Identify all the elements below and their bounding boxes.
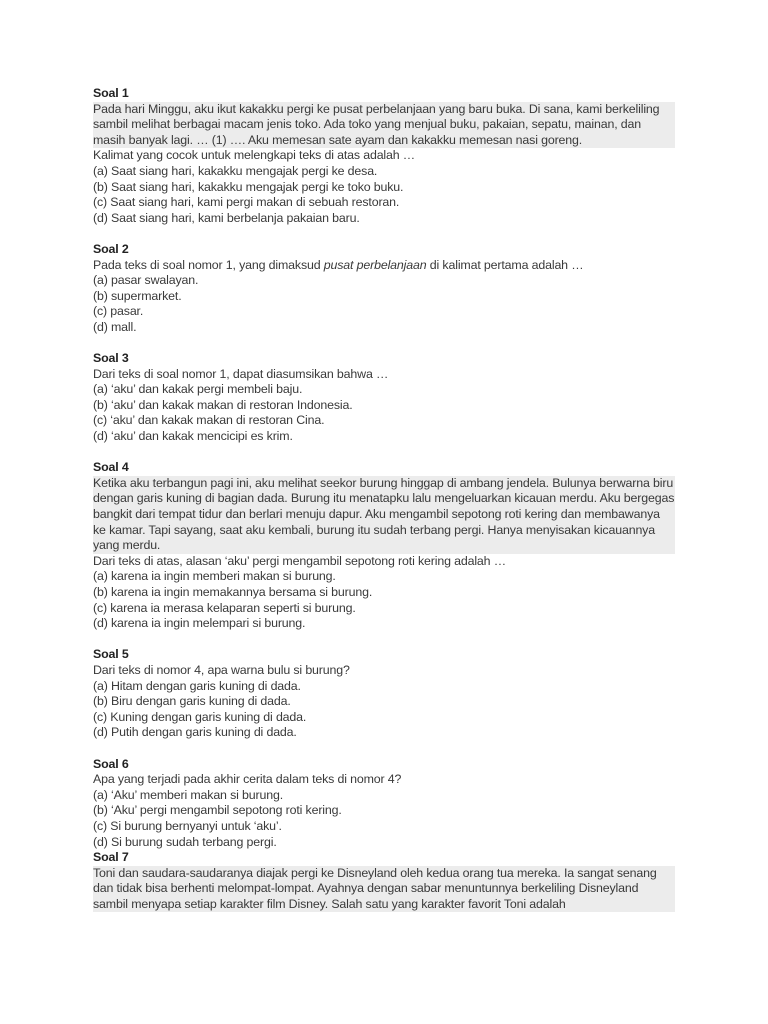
option-a: (a) pasar swalayan. [93,273,199,288]
option-c: (c) Saat siang hari, kami pergi makan di sebuah restoran. [93,195,400,210]
option-a: (a) ‘aku’ dan kakak pergi membeli baju. [93,382,303,397]
question-title: Soal 2 [93,241,129,256]
question-7 [93,850,675,912]
question-3 [93,351,675,445]
option-a: (a) karena ia ingin memberi makan si burung. [93,569,336,584]
prompt-italic-term: pusat perbelanjaan [323,257,427,272]
spacer [93,632,675,648]
question-5 [93,647,675,741]
question-title: Soal 3 [93,351,129,366]
option-a: (a) Saat siang hari, kakakku mengajak pergi ke desa. [93,163,378,178]
spacer [93,336,675,352]
spacer [93,226,675,242]
question-title: Soal 6 [93,756,129,771]
option-b: (b) ‘Aku’ pergi mengambil sepotong roti kering. [93,803,342,818]
question-6 [93,757,675,851]
question-prompt: Apa yang terjadi pada akhir cerita dalam teks di nomor 4? [93,772,402,787]
option-c: (c) Si burung bernyanyi untuk ‘aku’. [93,818,282,833]
question-passage: Ketika aku terbangun pagi ini, aku melihat seekor burung hinggap di ambang jendela. Bulunya berwarna biru dengan garis kuning di bagian dada. Burung itu menatapku lalu mengeluarkan kicauan merdu. Aku bergegas bangkit dari tempat tidur dan berlari menuju dapur. Aku mengambil sepotong roti kering dan membawanya ke kamar. Tapi sayang, saat aku kembali, burung itu sudah terbang pergi. Hanya menyisakan kicauannya yang merdu. [93,475,675,553]
question-title: Soal 4 [93,460,129,475]
question-prompt: Kalimat yang cocok untuk melengkapi teks di atas adalah … [93,148,416,163]
document-page [93,86,675,912]
option-d: (d) mall. [93,319,137,334]
option-a: (a) ‘Aku’ memberi makan si burung. [93,787,284,802]
option-a: (a) Hitam dengan garis kuning di dada. [93,678,301,693]
question-passage: Pada hari Minggu, aku ikut kakakku pergi ke pusat perbelanjaan yang baru buka. Di sana, kami berkeliling sambil melihat berbagai macam jenis toko. Ada toko yang menjual buku, pakaian, sepatu, mainan, dan masih banyak lagi. … (1) …. Aku memesan sate ayam dan kakakku memesan nasi goreng. [93,102,675,149]
option-c: (c) karena ia merasa kelaparan seperti si burung. [93,600,356,615]
question-prompt [93,258,675,274]
option-b: (b) Biru dengan garis kuning di dada. [93,694,291,709]
option-d: (d) karena ia ingin melempari si burung. [93,616,306,631]
option-b: (b) supermarket. [93,288,182,303]
spacer [93,445,675,461]
option-b: (b) karena ia ingin memakannya bersama si burung. [93,585,373,599]
question-title: Soal 7 [93,850,129,865]
prompt-text-before: Pada teks di soal nomor 1, yang dimaksud [93,257,324,272]
question-4 [93,460,675,632]
question-2 [93,242,675,336]
option-d: (d) Putih dengan garis kuning di dada. [93,725,297,740]
question-prompt: Dari teks di nomor 4, apa warna bulu si burung? [93,662,350,677]
option-b: (b) ‘aku’ dan kakak makan di restoran Indonesia. [93,397,353,412]
spacer [93,741,675,757]
question-1 [93,86,675,226]
option-c: (c) pasar. [93,304,144,319]
option-d: (d) ‘aku’ dan kakak mencicipi es krim. [93,429,293,444]
option-c: (c) ‘aku’ dan kakak makan di restoran Cina. [93,413,325,428]
question-title: Soal 5 [93,647,129,662]
question-title: Soal 1 [93,86,129,100]
option-d: (d) Si burung sudah terbang pergi. [93,834,277,849]
option-b: (b) Saat siang hari, kakakku mengajak pergi ke toko buku. [93,179,404,194]
question-prompt: Dari teks di soal nomor 1, dapat diasumsikan bahwa … [93,366,389,381]
question-prompt: Dari teks di atas, alasan ‘aku’ pergi mengambil sepotong roti kering adalah … [93,553,506,568]
option-d: (d) Saat siang hari, kami berbelanja pakaian baru. [93,210,360,225]
question-passage: Toni dan saudara-saudaranya diajak pergi ke Disneyland oleh kedua orang tua mereka. Ia sangat senang dan tidak bisa berhenti melompat-lompat. Ayahnya dengan sabar menuntunnya berkeliling Disneyland sambil menyapa setiap karakter film Disney. Salah satu yang karakter favorit Toni adalah [93,866,675,913]
prompt-text-after: di kalimat pertama adalah … [426,257,584,272]
option-c: (c) Kuning dengan garis kuning di dada. [93,709,307,724]
